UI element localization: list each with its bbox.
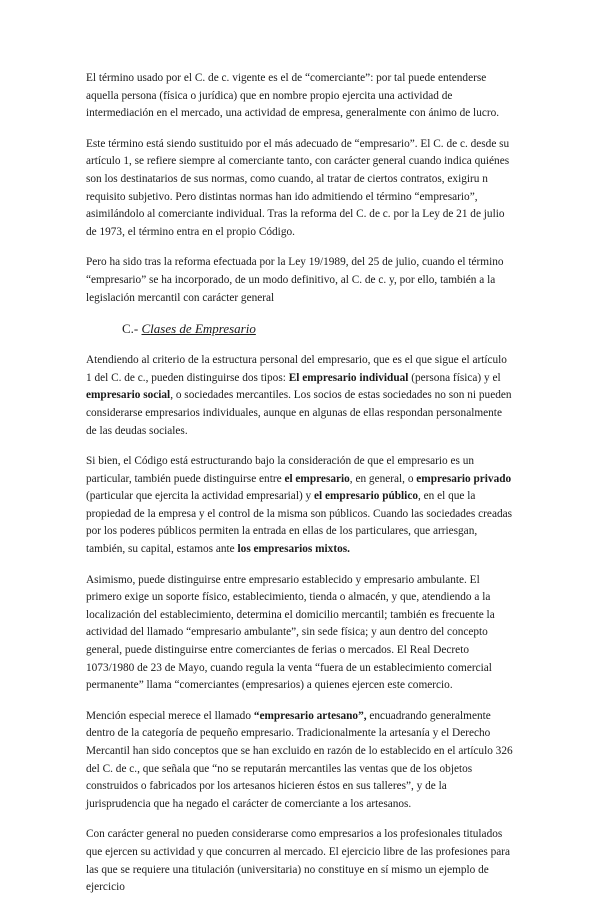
text-run: , o sociedades mercantiles. Los socios de estas sociedades no son ni pueden considerarse empresarios individuales, aunque en algunas de ellas respondan personalmente de las deudas sociales. bbox=[86, 389, 512, 437]
section-heading bbox=[122, 320, 514, 338]
paragraph-ley-19-1989: Pero ha sido tras la reforma efectuada por la Ley 19/1989, del 25 de julio, cuando el término “empresario” se ha incorporado, de un modo definitivo, al C. de c. y, por ello, también a la legislación mercantil con carácter general bbox=[86, 256, 504, 304]
paragraph-estructura-personal bbox=[86, 352, 514, 440]
text-run: Atendiendo al criterio de la estructura personal del empresario, que es el que sigue el artículo 1 del C. de c., pueden distinguirse dos tipos: bbox=[86, 354, 507, 384]
text-run: , en el que la propiedad de la empresa y el control de la misma son públicos. Cuando las sociedades creadas por los poderes públicos permiten la entrada en ellas de los particulares, que arriesgan, también, su capital, estamos ante bbox=[86, 490, 513, 556]
bold-term-el-empresario: el empresario bbox=[284, 472, 350, 485]
paragraph-privado-publico bbox=[86, 453, 514, 559]
bold-term-empresarios-mixtos: los empresarios mixtos. bbox=[237, 543, 350, 556]
bold-term-empresario-artesano: “empresario artesano”, bbox=[253, 709, 367, 722]
paragraph-profesionales: Con carácter general no pueden considerarse como empresarios a los profesionales titulados que ejercen su actividad y que concurren al mercado. El ejercicio libre de las profesiones para las que se requiere una titulación (universitaria) no constituye en sí mismo un ejemplo de ejercicio bbox=[86, 828, 511, 894]
bold-term-empresario-publico: el empresario público bbox=[314, 490, 418, 503]
bold-term-empresario-privado: empresario privado bbox=[416, 472, 512, 485]
text-run: (particular que ejercita la actividad empresarial) y bbox=[86, 490, 315, 503]
section-heading-title: Clases de Empresario bbox=[141, 321, 256, 337]
text-run: Si bien, el Código está estructurando bajo la consideración de que el empresario es un particular, también puede distinguirse entre bbox=[86, 455, 475, 485]
paragraph-comerciante: El término usado por el C. de c. vigente es el de “comerciante”: por tal puede entenderse aquella persona (física o jurídica) que en nombre propio ejercita una actividad de intermediación en el mercado, una actividad de empresa, generalmente con ánimo de lucro. bbox=[86, 72, 500, 120]
text-run: encuadrando generalmente dentro de la categoría de pequeño empresario. Tradicionalmente la artesanía y el Derecho Mercantil han sido conceptos que se han excluido en razón de lo establecido en el artículo 326 del C. de c., que señala que “no se reputarán mercantiles las ventas que de los objetos construidos o fabricados por los artesanos hicieren éstos en sus talleres”, y de la jurisprudencia que ha negado el carácter de comerciante a los artesanos. bbox=[86, 709, 513, 810]
bold-term-empresario-individual: El empresario individual bbox=[288, 371, 409, 384]
bold-term-empresario-social: empresario social bbox=[86, 389, 171, 402]
section-heading-prefix: C.- bbox=[122, 321, 142, 337]
paragraph-artesano bbox=[86, 708, 514, 814]
paragraph-empresario-term: Este término está siendo sustituido por el más adecuado de “empresario”. El C. de c. desde su artículo 1, se refiere siempre al comerciante tanto, con carácter general cuando indica quiénes son los destinatarios de sus normas, como cuando, al tratar de ciertos contratos, exigiru n requisito subjetivo. Pero distintas normas han ido admitiendo el término “empresario”, asimilándolo al comerciante individual. Tras la reforma del C. de c. por la Ley de 21 de julio de 1973, el término entra en el propio Código. bbox=[86, 137, 510, 238]
text-run: (persona física) y el bbox=[408, 371, 501, 384]
text-run: , en general, o bbox=[349, 472, 417, 485]
text-run: Mención especial merece el llamado bbox=[86, 709, 254, 722]
paragraph-establecido-ambulante: Asimismo, puede distinguirse entre empresario establecido y empresario ambulante. El primero exige un soporte físico, establecimiento, tienda o almacén, y que, atendiendo a la localización del establecimiento, determina el domicilio mercantil; también es frecuente la actividad del llamado “empresario ambulante”, sin sede física; y aun dentro del concepto general, puede distinguirse entre comerciantes de ferias o mercados. El Real Decreto 1073/1980 de 23 de Mayo, cuando regula la venta “fuera de un establecimiento comercial permanente” llama “comerciantes (empresarios) a quienes ejercen este comercio. bbox=[86, 573, 495, 692]
